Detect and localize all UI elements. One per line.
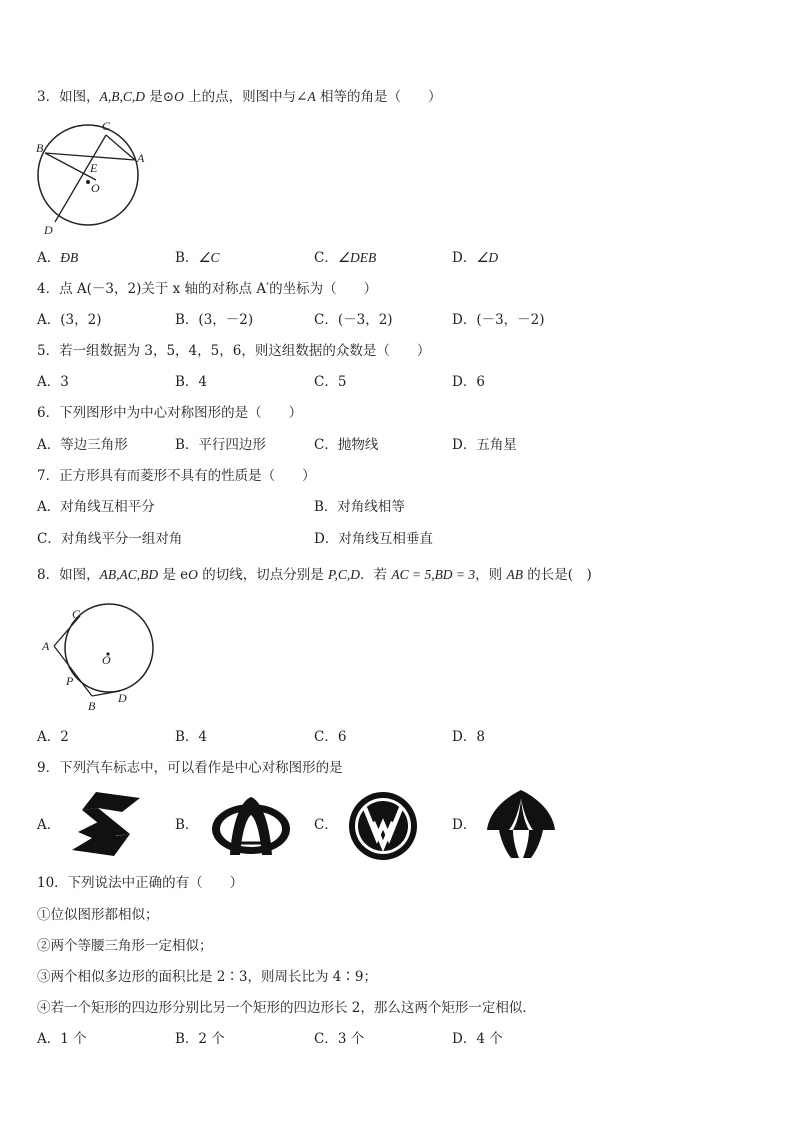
q4-option-a[interactable]: A．(3，2) [37,312,102,328]
q3-label-a: A [137,151,145,165]
q8-label-o: O [102,653,111,667]
q3-option-b[interactable]: B．∠C [175,250,220,266]
q6-stem: 6．下列图形中为中心对称图形的是（ ） [37,405,303,421]
q9-option-c-key: C． [314,817,338,833]
suzuki-logo-icon[interactable] [70,790,142,860]
q8-label-b: B [88,699,96,713]
q7-option-a[interactable]: A．对角线互相平分 [37,499,155,515]
q10-statement-3: ③两个相似多边形的面积比是 2∶3，则周长比为 4∶9； [37,969,377,985]
q7-option-b[interactable]: B．对角线相等 [314,499,405,515]
q3-circle-figure [30,118,150,238]
q7-stem: 7．正方形具有而菱形不具有的性质是（ ） [37,468,316,484]
q6-option-c[interactable]: C．抛物线 [314,437,379,453]
q5-option-d[interactable]: D．6 [452,374,485,390]
q9-stem: 9．下列汽车标志中，可以看作是中心对称图形的是 [37,760,343,776]
oval-arch-logo-icon[interactable] [210,795,292,857]
q7-option-d[interactable]: D．对角线互相垂直 [314,531,433,547]
q8-label-a: A [42,639,50,653]
q8-label-p: P [66,674,74,688]
q4-option-b[interactable]: B．(3，－2) [175,312,254,328]
volkswagen-logo-icon[interactable] [347,790,419,862]
q3-label-d: D [44,223,53,237]
q4-option-c[interactable]: C．(－3，2) [314,312,393,328]
q8-label-d: D [118,691,127,705]
q8-option-d[interactable]: D．8 [452,729,485,745]
q10-option-b[interactable]: B．2 个 [175,1031,225,1047]
q3-option-a[interactable]: A．ÐB [37,250,79,266]
q10-option-d[interactable]: D．4 个 [452,1031,503,1047]
q5-option-b[interactable]: B．4 [175,374,208,390]
q3-label-c: C [102,119,111,133]
q8-stem: 8．如图，AB,AC,BD 是 eO 的切线，切点分别是 P,C,D．若 AC = 5,BD = 3，则 AB 的长是( ) [37,567,592,583]
q10-statement-2: ②两个等腰三角形一定相似； [37,938,213,954]
q5-stem: 5．若一组数据为 3，5，4，5，6，则这组数据的众数是（ ） [37,343,431,359]
q4-stem: 4．点 A(－3，2)关于 x 轴的对称点 A′的坐标为（ ） [37,281,378,297]
road-arch-logo-icon[interactable] [485,788,557,860]
q3-stem: 3．如图，A,B,C,D 是⊙O 上的点，则图中与∠A 相等的角是（ ） [37,89,442,105]
q8-option-a[interactable]: A．2 [37,729,69,745]
q8-tangent-figure [36,600,161,715]
q10-option-a[interactable]: A．1 个 [37,1031,87,1047]
q9-option-b-key: B． [175,817,199,833]
q10-statement-4: ④若一个矩形的四边形分别比另一个矩形的四边形长 2，那么这两个矩形一定相似． [37,1000,536,1016]
q6-option-a[interactable]: A．等边三角形 [37,437,128,453]
q9-option-d-key: D． [452,817,477,833]
q8-option-b[interactable]: B．4 [175,729,208,745]
q10-stem: 10．下列说法中正确的有（ ） [37,875,244,891]
q3-label-e: E [90,161,98,175]
q8-option-c[interactable]: C．6 [314,729,347,745]
q8-label-c: C [72,607,81,621]
q3-option-c[interactable]: C．∠DEB [314,250,377,266]
q3-option-d[interactable]: D．∠D [452,250,499,266]
q5-option-a[interactable]: A．3 [37,374,69,390]
q4-option-d[interactable]: D．(－3，－2) [452,312,545,328]
q3-label-b: B [36,141,44,155]
q6-option-b[interactable]: B．平行四边形 [175,437,266,453]
q10-statement-1: ①位似图形都相似； [37,907,159,923]
q10-option-c[interactable]: C．3 个 [314,1031,365,1047]
q9-option-a-key: A． [37,817,61,833]
q7-option-c[interactable]: C．对角线平分一组对角 [37,531,183,547]
q6-option-d[interactable]: D．五角星 [452,437,517,453]
q5-option-c[interactable]: C．5 [314,374,347,390]
q3-label-o: O [91,181,100,195]
